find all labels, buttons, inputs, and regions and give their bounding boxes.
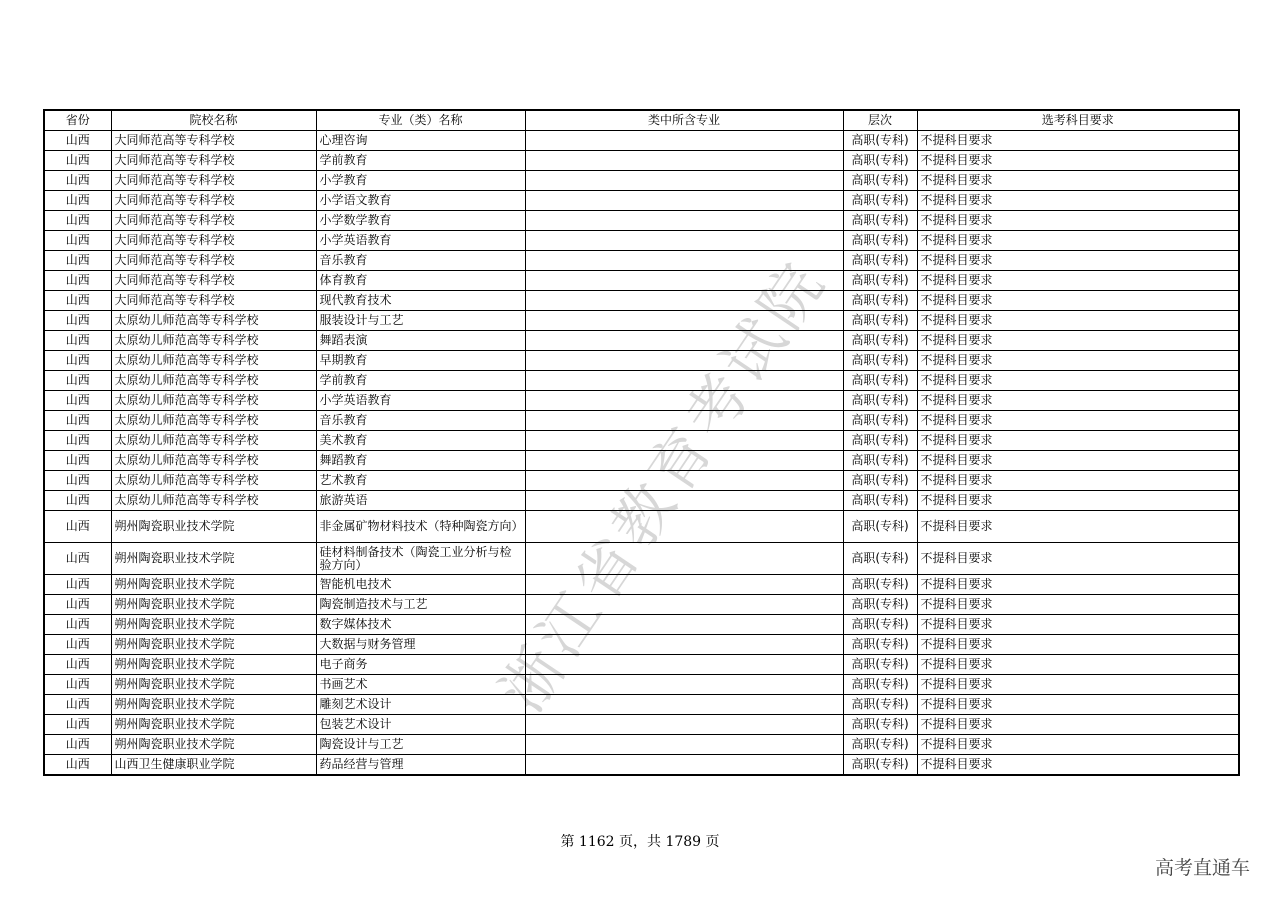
cell-included-majors: [525, 655, 843, 675]
table-row: [44, 451, 1239, 471]
cell-major: 硅材料制备技术（陶瓷工业分析与检验方向）: [316, 543, 525, 575]
cell-level: 高职(专科): [843, 231, 917, 251]
cell-level: 高职(专科): [843, 735, 917, 755]
cell-subject-requirement: 不提科目要求: [917, 615, 1239, 635]
cell-province: 山西: [44, 431, 111, 451]
cell-major: 小学英语教育: [316, 391, 525, 411]
cell-included-majors: [525, 371, 843, 391]
cell-subject-requirement: 不提科目要求: [917, 491, 1239, 511]
cell-included-majors: [525, 311, 843, 331]
table-row: [44, 151, 1239, 171]
cell-major: 艺术教育: [316, 471, 525, 491]
cell-school: 太原幼儿师范高等专科学校: [111, 471, 316, 491]
table-row: [44, 191, 1239, 211]
cell-level: 高职(专科): [843, 151, 917, 171]
cell-level: 高职(专科): [843, 371, 917, 391]
table-row: [44, 635, 1239, 655]
cell-level: 高职(专科): [843, 635, 917, 655]
cell-subject-requirement: 不提科目要求: [917, 511, 1239, 543]
cell-included-majors: [525, 615, 843, 635]
cell-subject-requirement: 不提科目要求: [917, 635, 1239, 655]
cell-level: 高职(专科): [843, 411, 917, 431]
table-row: [44, 615, 1239, 635]
cell-major: 小学英语教育: [316, 231, 525, 251]
cell-major: 舞蹈表演: [316, 331, 525, 351]
cell-major: 大数据与财务管理: [316, 635, 525, 655]
cell-subject-requirement: 不提科目要求: [917, 543, 1239, 575]
cell-school: 朔州陶瓷职业技术学院: [111, 595, 316, 615]
table-row: [44, 431, 1239, 451]
cell-major: 小学数学教育: [316, 211, 525, 231]
cell-major: 舞蹈教育: [316, 451, 525, 471]
cell-province: 山西: [44, 575, 111, 595]
cell-province: 山西: [44, 755, 111, 776]
cell-major: 小学语文教育: [316, 191, 525, 211]
cell-school: 大同师范高等专科学校: [111, 251, 316, 271]
cell-school: 大同师范高等专科学校: [111, 171, 316, 191]
cell-level: 高职(专科): [843, 271, 917, 291]
cell-included-majors: [525, 151, 843, 171]
table-row: [44, 411, 1239, 431]
cell-subject-requirement: 不提科目要求: [917, 655, 1239, 675]
cell-province: 山西: [44, 391, 111, 411]
cell-level: 高职(专科): [843, 491, 917, 511]
cell-school: 朔州陶瓷职业技术学院: [111, 715, 316, 735]
cell-included-majors: [525, 575, 843, 595]
header-school: 院校名称: [111, 110, 316, 131]
cell-province: 山西: [44, 291, 111, 311]
cell-level: 高职(专科): [843, 451, 917, 471]
watermark-text: 浙江省教育考试院: [487, 247, 841, 725]
cell-level: 高职(专科): [843, 311, 917, 331]
table-row: [44, 371, 1239, 391]
cell-included-majors: [525, 695, 843, 715]
cell-province: 山西: [44, 271, 111, 291]
cell-school: 朔州陶瓷职业技术学院: [111, 695, 316, 715]
cell-province: 山西: [44, 735, 111, 755]
cell-level: 高职(专科): [843, 595, 917, 615]
cell-included-majors: [525, 251, 843, 271]
cell-school: 大同师范高等专科学校: [111, 151, 316, 171]
cell-major: 书画艺术: [316, 675, 525, 695]
cell-major: 非金属矿物材料技术（特种陶瓷方向）: [316, 511, 525, 543]
cell-province: 山西: [44, 371, 111, 391]
cell-major: 服装设计与工艺: [316, 311, 525, 331]
cell-included-majors: [525, 735, 843, 755]
cell-subject-requirement: 不提科目要求: [917, 311, 1239, 331]
cell-level: 高职(专科): [843, 695, 917, 715]
cell-subject-requirement: 不提科目要求: [917, 715, 1239, 735]
cell-school: 大同师范高等专科学校: [111, 131, 316, 151]
cell-included-majors: [525, 491, 843, 511]
cell-school: 朔州陶瓷职业技术学院: [111, 615, 316, 635]
cell-major: 现代教育技术: [316, 291, 525, 311]
cell-school: 朔州陶瓷职业技术学院: [111, 655, 316, 675]
cell-major: 音乐教育: [316, 251, 525, 271]
cell-subject-requirement: 不提科目要求: [917, 191, 1239, 211]
header-included-majors: 类中所含专业: [525, 110, 843, 131]
table-row: [44, 715, 1239, 735]
table-row: [44, 655, 1239, 675]
table-row: [44, 351, 1239, 371]
header-level: 层次: [843, 110, 917, 131]
cell-school: 太原幼儿师范高等专科学校: [111, 311, 316, 331]
cell-school: 朔州陶瓷职业技术学院: [111, 575, 316, 595]
cell-level: 高职(专科): [843, 331, 917, 351]
cell-included-majors: [525, 271, 843, 291]
cell-included-majors: [525, 471, 843, 491]
table-row: [44, 171, 1239, 191]
cell-level: 高职(专科): [843, 391, 917, 411]
cell-major: 陶瓷设计与工艺: [316, 735, 525, 755]
cell-subject-requirement: 不提科目要求: [917, 271, 1239, 291]
cell-subject-requirement: 不提科目要求: [917, 171, 1239, 191]
cell-level: 高职(专科): [843, 171, 917, 191]
cell-included-majors: [525, 635, 843, 655]
cell-province: 山西: [44, 311, 111, 331]
cell-major: 陶瓷制造技术与工艺: [316, 595, 525, 615]
page-number: 第 1162 页，共 1789 页: [560, 834, 720, 850]
cell-level: 高职(专科): [843, 351, 917, 371]
cell-included-majors: [525, 595, 843, 615]
cell-school: 太原幼儿师范高等专科学校: [111, 331, 316, 351]
cell-subject-requirement: 不提科目要求: [917, 431, 1239, 451]
cell-major: 智能机电技术: [316, 575, 525, 595]
table-row: [44, 291, 1239, 311]
cell-included-majors: [525, 171, 843, 191]
cell-subject-requirement: 不提科目要求: [917, 211, 1239, 231]
cell-level: 高职(专科): [843, 575, 917, 595]
table-row: [44, 211, 1239, 231]
cell-province: 山西: [44, 595, 111, 615]
cell-subject-requirement: 不提科目要求: [917, 331, 1239, 351]
table-row: [44, 331, 1239, 351]
cell-subject-requirement: 不提科目要求: [917, 131, 1239, 151]
cell-school: 太原幼儿师范高等专科学校: [111, 391, 316, 411]
cell-subject-requirement: 不提科目要求: [917, 451, 1239, 471]
table-row: [44, 575, 1239, 595]
cell-subject-requirement: 不提科目要求: [917, 675, 1239, 695]
cell-province: 山西: [44, 211, 111, 231]
cell-subject-requirement: 不提科目要求: [917, 391, 1239, 411]
cell-school: 太原幼儿师范高等专科学校: [111, 431, 316, 451]
header-subject-requirement: 选考科目要求: [917, 110, 1239, 131]
cell-subject-requirement: 不提科目要求: [917, 351, 1239, 371]
cell-major: 包装艺术设计: [316, 715, 525, 735]
admission-requirements-table: [43, 109, 1240, 776]
cell-major: 美术教育: [316, 431, 525, 451]
cell-province: 山西: [44, 131, 111, 151]
cell-major: 心理咨询: [316, 131, 525, 151]
cell-province: 山西: [44, 251, 111, 271]
cell-subject-requirement: 不提科目要求: [917, 735, 1239, 755]
table-row: [44, 511, 1239, 543]
cell-major: 数字媒体技术: [316, 615, 525, 635]
cell-major: 电子商务: [316, 655, 525, 675]
cell-level: 高职(专科): [843, 291, 917, 311]
cell-school: 朔州陶瓷职业技术学院: [111, 735, 316, 755]
table-row: [44, 543, 1239, 575]
cell-province: 山西: [44, 695, 111, 715]
table-row: [44, 271, 1239, 291]
cell-school: 太原幼儿师范高等专科学校: [111, 371, 316, 391]
cell-major: 早期教育: [316, 351, 525, 371]
cell-subject-requirement: 不提科目要求: [917, 755, 1239, 776]
cell-school: 太原幼儿师范高等专科学校: [111, 451, 316, 471]
table-row: [44, 695, 1239, 715]
cell-school: 朔州陶瓷职业技术学院: [111, 635, 316, 655]
header-province: 省份: [44, 110, 111, 131]
cell-school: 山西卫生健康职业学院: [111, 755, 316, 776]
table-row: [44, 251, 1239, 271]
cell-subject-requirement: 不提科目要求: [917, 411, 1239, 431]
header-major: 专业（类）名称: [316, 110, 525, 131]
cell-province: 山西: [44, 351, 111, 371]
cell-level: 高职(专科): [843, 211, 917, 231]
cell-province: 山西: [44, 543, 111, 575]
cell-subject-requirement: 不提科目要求: [917, 251, 1239, 271]
table-row: [44, 231, 1239, 251]
cell-subject-requirement: 不提科目要求: [917, 291, 1239, 311]
cell-included-majors: [525, 211, 843, 231]
cell-included-majors: [525, 431, 843, 451]
table-row: [44, 471, 1239, 491]
cell-included-majors: [525, 411, 843, 431]
cell-province: 山西: [44, 231, 111, 251]
cell-school: 朔州陶瓷职业技术学院: [111, 511, 316, 543]
cell-subject-requirement: 不提科目要求: [917, 575, 1239, 595]
cell-province: 山西: [44, 411, 111, 431]
cell-included-majors: [525, 451, 843, 471]
cell-province: 山西: [44, 151, 111, 171]
cell-school: 大同师范高等专科学校: [111, 211, 316, 231]
cell-school: 朔州陶瓷职业技术学院: [111, 675, 316, 695]
cell-major: 药品经营与管理: [316, 755, 525, 776]
cell-included-majors: [525, 291, 843, 311]
cell-subject-requirement: 不提科目要求: [917, 371, 1239, 391]
table-row: [44, 735, 1239, 755]
cell-level: 高职(专科): [843, 191, 917, 211]
cell-included-majors: [525, 131, 843, 151]
cell-subject-requirement: 不提科目要求: [917, 595, 1239, 615]
brand-logo-text: 高考直通车: [1154, 857, 1250, 879]
cell-major: 音乐教育: [316, 411, 525, 431]
cell-included-majors: [525, 675, 843, 695]
cell-school: 大同师范高等专科学校: [111, 291, 316, 311]
table-row: [44, 131, 1239, 151]
cell-school: 太原幼儿师范高等专科学校: [111, 351, 316, 371]
cell-province: 山西: [44, 635, 111, 655]
cell-level: 高职(专科): [843, 431, 917, 451]
cell-included-majors: [525, 231, 843, 251]
cell-level: 高职(专科): [843, 615, 917, 635]
cell-province: 山西: [44, 191, 111, 211]
cell-included-majors: [525, 391, 843, 411]
cell-level: 高职(专科): [843, 543, 917, 575]
cell-school: 大同师范高等专科学校: [111, 191, 316, 211]
table-row: [44, 311, 1239, 331]
cell-included-majors: [525, 191, 843, 211]
cell-school: 朔州陶瓷职业技术学院: [111, 543, 316, 575]
table-row: [44, 595, 1239, 615]
cell-province: 山西: [44, 451, 111, 471]
cell-major: 小学教育: [316, 171, 525, 191]
cell-province: 山西: [44, 655, 111, 675]
cell-major: 旅游英语: [316, 491, 525, 511]
table-body: [44, 131, 1239, 776]
table-row: [44, 491, 1239, 511]
cell-school: 大同师范高等专科学校: [111, 271, 316, 291]
cell-level: 高职(专科): [843, 715, 917, 735]
cell-included-majors: [525, 511, 843, 543]
cell-included-majors: [525, 543, 843, 575]
table-header-row: [44, 110, 1239, 131]
cell-province: 山西: [44, 331, 111, 351]
cell-included-majors: [525, 351, 843, 371]
cell-level: 高职(专科): [843, 511, 917, 543]
cell-level: 高职(专科): [843, 131, 917, 151]
cell-province: 山西: [44, 171, 111, 191]
cell-subject-requirement: 不提科目要求: [917, 151, 1239, 171]
cell-level: 高职(专科): [843, 471, 917, 491]
cell-subject-requirement: 不提科目要求: [917, 231, 1239, 251]
cell-level: 高职(专科): [843, 251, 917, 271]
cell-province: 山西: [44, 471, 111, 491]
cell-subject-requirement: 不提科目要求: [917, 471, 1239, 491]
cell-province: 山西: [44, 675, 111, 695]
cell-school: 大同师范高等专科学校: [111, 231, 316, 251]
cell-province: 山西: [44, 715, 111, 735]
table-row: [44, 675, 1239, 695]
cell-included-majors: [525, 331, 843, 351]
cell-level: 高职(专科): [843, 675, 917, 695]
cell-province: 山西: [44, 491, 111, 511]
table-row: [44, 755, 1239, 776]
cell-major: 学前教育: [316, 151, 525, 171]
cell-major: 体育教育: [316, 271, 525, 291]
cell-included-majors: [525, 755, 843, 776]
cell-province: 山西: [44, 511, 111, 543]
cell-included-majors: [525, 715, 843, 735]
cell-subject-requirement: 不提科目要求: [917, 695, 1239, 715]
cell-major: 学前教育: [316, 371, 525, 391]
cell-level: 高职(专科): [843, 755, 917, 776]
table-row: [44, 391, 1239, 411]
cell-province: 山西: [44, 615, 111, 635]
cell-level: 高职(专科): [843, 655, 917, 675]
cell-major: 雕刻艺术设计: [316, 695, 525, 715]
cell-school: 太原幼儿师范高等专科学校: [111, 491, 316, 511]
cell-school: 太原幼儿师范高等专科学校: [111, 411, 316, 431]
